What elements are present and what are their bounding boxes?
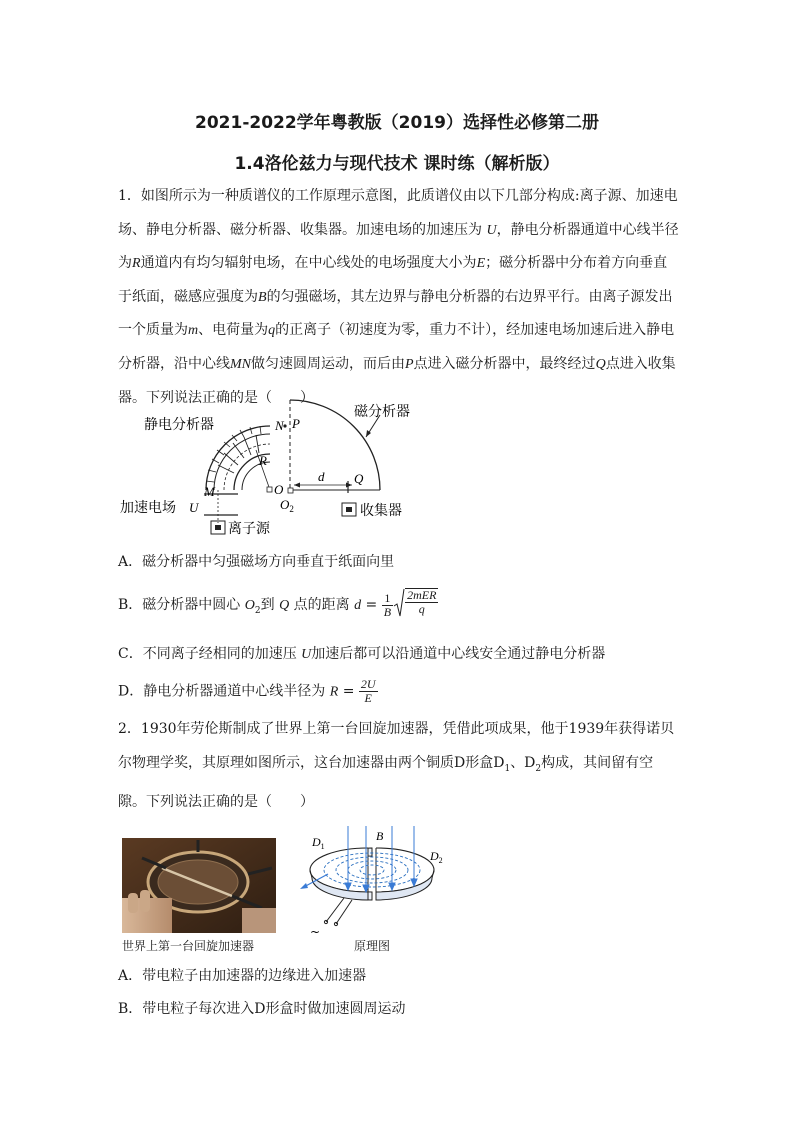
sym-d: d <box>318 469 325 484</box>
document-title-line2: 1.4洛伦兹力与现代技术 课时练（解析版） <box>234 154 560 174</box>
label-acceleration-field: 加速电场 <box>120 500 176 516</box>
q1-option-d <box>118 678 680 705</box>
label-collector: 收集器 <box>360 503 402 519</box>
point-O2-marker <box>288 488 293 493</box>
sym-Q: Q <box>354 471 364 486</box>
question-2-stem <box>118 713 680 820</box>
stem-text: 点进入收集器。下列说法正确的是（ ） <box>118 355 676 406</box>
cyclotron-photo <box>122 838 276 933</box>
label-ion-source: 离子源 <box>228 521 270 537</box>
option-text: 点的距离 <box>289 597 355 613</box>
stem-text: 2．1930年劳伦斯制成了世界上第一台回旋加速器，凭借此项成果，他于1939年获得诺贝尔物理学奖，其原理如图所示，这台加速器由两个铜质D形盒D <box>118 721 675 771</box>
point-O-marker <box>267 487 272 492</box>
var-d: d <box>354 598 362 613</box>
stem-text: 通道内有均匀辐射电场，在中心线处的电场强度大小为 <box>140 255 477 272</box>
var-m: m <box>188 323 199 339</box>
subscript: 2 <box>254 605 261 616</box>
esa-hatching <box>206 426 261 482</box>
label-electrostatic-analyzer: 静电分析器 <box>144 417 214 433</box>
q1-option-a: A．磁分析器中匀强磁场方向垂直于纸面向里 <box>118 554 395 570</box>
label-D1: $D_1$ <box>312 835 325 851</box>
cyclotron-diagram <box>292 826 452 936</box>
question-1-stem <box>118 180 680 415</box>
q1-option-c <box>118 643 680 663</box>
label-magnetic-analyzer: 磁分析器 <box>354 404 410 420</box>
q2-option-b: B．带电粒子每次进入D形盒时做加速圆周运动 <box>118 1001 406 1017</box>
stem-text: ，静电分析器通道中心线半径为 <box>118 221 679 272</box>
mass-spectrometer-figure <box>118 395 438 540</box>
var-P: P <box>405 356 414 372</box>
fraction-2U-over-E: $\frac{2U}{E}$ <box>360 677 376 705</box>
sym-O: O <box>274 482 284 497</box>
stem-text: ；磁分析器中分布着方向垂直于纸面，磁感应强度为 <box>118 255 668 305</box>
option-text: B．磁分析器中圆心 <box>118 597 245 613</box>
stem-text: 做匀速圆周运动，而后由 <box>251 355 405 372</box>
subscript: 1 <box>504 763 511 774</box>
stem-text: 、电荷量为 <box>198 322 269 339</box>
sym-N: N <box>275 418 284 433</box>
stem-text: 的匀强磁场，其左边界与静电分析器的右边界平行。由离子源发出一个质量为 <box>118 288 673 339</box>
sqrt-fraction: $\frac{\text{2mER}}{q}$ <box>407 588 437 616</box>
var-U: U <box>486 222 497 238</box>
sqrt-expression <box>393 588 438 622</box>
ac-source-symbol: ~ <box>310 925 321 936</box>
var-q: q <box>268 323 276 339</box>
sym-O2: $O_2$ <box>280 497 294 514</box>
sym-M: M <box>204 484 215 499</box>
var-Q: Q <box>279 598 290 613</box>
label-D2: $D_2$ <box>430 849 443 865</box>
stem-text: 、D <box>510 754 536 771</box>
var-E: E <box>476 256 486 272</box>
subscript: 2 <box>535 763 542 774</box>
var-R: R <box>132 256 141 272</box>
option-text: 加速后都可以沿通道中心线安全通过静电分析器 <box>311 646 606 662</box>
stem-text: 点进入磁分析器中，最终经过 <box>413 355 596 372</box>
document-title-line1: 2021-2022学年粤教版（2019）选择性必修第二册 <box>195 113 599 133</box>
sqrt-sign-icon <box>393 588 405 618</box>
photo-caption: 世界上第一台回旋加速器 <box>122 939 255 953</box>
var-B: B <box>258 289 267 305</box>
sym-R: R <box>259 453 267 468</box>
var-U: U <box>301 647 312 662</box>
equals: = <box>361 597 382 613</box>
point-P-marker <box>283 424 286 427</box>
var-R: R <box>329 684 339 700</box>
equals: = <box>338 683 359 700</box>
sym-U: U <box>189 500 199 515</box>
var-MN: MN <box>230 356 251 372</box>
q1-option-b <box>118 588 680 622</box>
sym-P: P <box>292 416 300 431</box>
stem-text: 的正离子（初速度为零，重力不计），经加速电场加速后进入静电分析器，沿中心线 <box>118 322 675 372</box>
var-Q: Q <box>595 356 606 372</box>
stem-text: 1．如图所示为一种质谱仪的工作原理示意图，此质谱仪由以下几部分构成:离子源、加速电场、静电分析器、磁分析器、收集器。加速电场的加速压为 <box>118 188 678 238</box>
option-text: C．不同离子经相同的加速压 <box>118 646 302 662</box>
fraction-one-over-B: $\frac{1}{B}$ <box>383 590 392 619</box>
q2-option-a: A．带电粒子由加速器的边缘进入加速器 <box>118 968 367 984</box>
option-text: D．静电分析器通道中心线半径为 <box>118 683 330 700</box>
label-B: B <box>376 829 384 843</box>
var-O: O <box>244 598 255 613</box>
option-text: 到 <box>260 597 280 613</box>
stem-text: 构成，其间留有空隙。下列说法正确的是（ ） <box>118 754 654 810</box>
diagram-caption: 原理图 <box>354 939 391 953</box>
